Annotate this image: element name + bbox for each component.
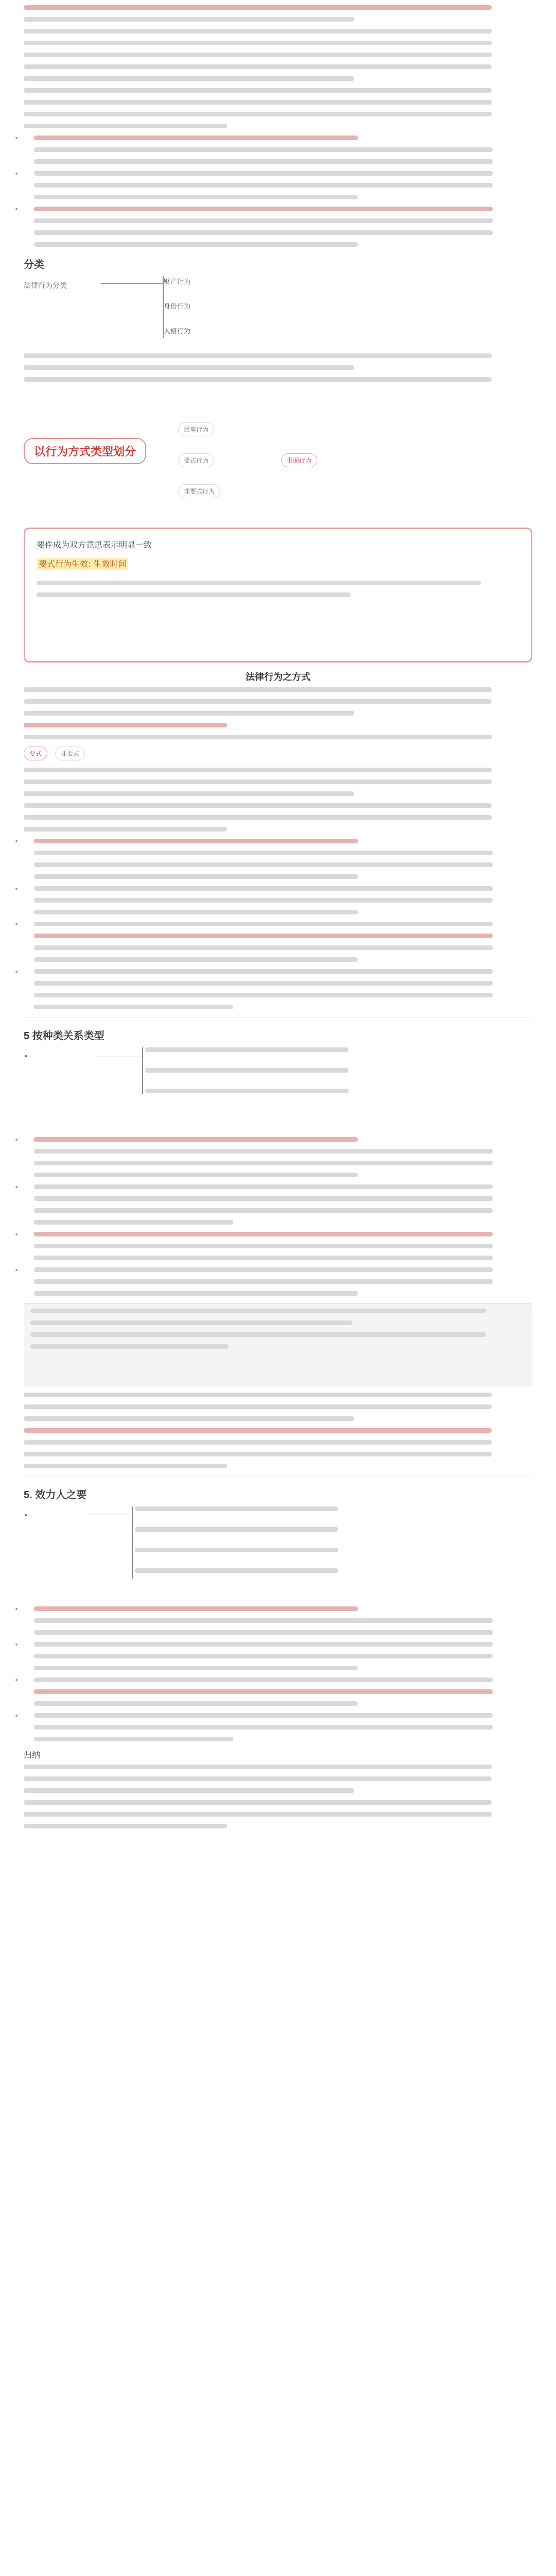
- section-2-list: [14, 838, 532, 1009]
- section-3-more: [24, 1393, 532, 1468]
- section-title-1: 分类: [24, 259, 44, 270]
- section-4-tree: •: [24, 1506, 532, 1599]
- section-1-list: [14, 134, 532, 247]
- tree-diagram-1: [24, 276, 532, 410]
- bullet-icon: •: [14, 921, 19, 929]
- legal-text-block: [24, 687, 532, 739]
- bullet-icon: •: [14, 1641, 19, 1649]
- note-1-label: 要件成为双方意思表示明显一致: [37, 540, 152, 550]
- section-3-subtree: [24, 1303, 532, 1385]
- tree-diagram-2: [24, 1047, 532, 1130]
- bullet-icon: •: [14, 1136, 19, 1144]
- badge-row: [24, 747, 532, 760]
- bottom-summary: [24, 1749, 532, 1828]
- bullet-icon: •: [14, 1712, 19, 1720]
- bullet-icon: •: [14, 885, 19, 893]
- diagram-center: [24, 417, 532, 520]
- section-title-3: 5 按种类关系类型: [24, 1030, 105, 1042]
- bullet-icon: •: [14, 1183, 19, 1192]
- tree-branch-b: 身份行为: [164, 303, 191, 311]
- top-bullet-block: [24, 5, 532, 45]
- bullet-icon: •: [14, 1231, 19, 1239]
- bullet-icon: •: [14, 838, 19, 846]
- diagram-branch-3: 非要式行为: [178, 484, 220, 498]
- section-3-list: [14, 1136, 532, 1296]
- bullet-icon: •: [14, 134, 19, 143]
- section-4-list: [14, 1605, 532, 1741]
- content-column: [14, 0, 532, 1836]
- legal-block-title: 法律行为之方式: [246, 672, 310, 682]
- diagram-branch-2: 要式行为: [178, 453, 214, 467]
- bullet-icon: •: [14, 1605, 19, 1614]
- note-2-label: 要式行为生效: 生效时间: [37, 558, 128, 570]
- red-note-box: [24, 528, 532, 663]
- tree2-root-label: •: [24, 1053, 28, 1061]
- tree-branch-c: 人格行为: [164, 328, 191, 335]
- bullet-icon: •: [14, 1266, 19, 1275]
- badge-gray: 非要式: [55, 747, 85, 760]
- badge-red: 要式: [24, 747, 47, 760]
- bullet-icon: •: [14, 206, 19, 214]
- bullet-icon: •: [14, 968, 19, 976]
- diagram-branch-1: 民事行为: [178, 422, 214, 436]
- section-title-4: 5. 效力人之要: [24, 1489, 87, 1501]
- diagram-sub-branch: 书面行为: [281, 453, 317, 467]
- bullet-icon: •: [14, 1676, 19, 1685]
- list-after-badges: [24, 768, 532, 832]
- diagram-oval: 以行为方式类型划分: [24, 438, 146, 464]
- tree-root-label: 法律行为分类: [24, 282, 67, 290]
- bullet-icon: •: [14, 170, 19, 178]
- summary-label: 归纳: [24, 1750, 41, 1760]
- tree-branch-a: 财产行为: [164, 278, 191, 286]
- section-1-intro: [24, 53, 532, 128]
